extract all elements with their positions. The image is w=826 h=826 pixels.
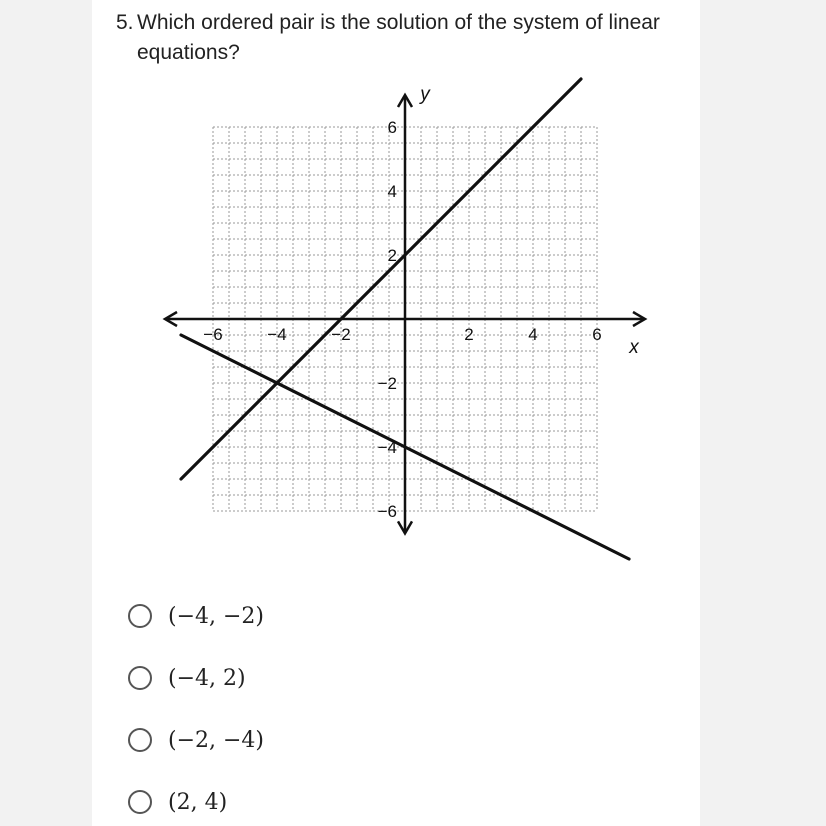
radio-button-icon[interactable] — [128, 790, 152, 814]
axes — [165, 95, 645, 533]
radio-button-icon[interactable] — [128, 604, 152, 628]
y-tick-label: −4 — [377, 438, 397, 457]
graph-line-1 — [181, 79, 581, 479]
question-number: 5. — [116, 11, 134, 34]
question-line-2: equations? — [137, 41, 240, 64]
question-line-1: Which ordered pair is the solution of the system of linear — [137, 11, 660, 34]
choice-option-4[interactable] — [128, 782, 227, 822]
choice-label: (2, 4) — [168, 789, 228, 815]
coordinate-graph — [160, 72, 660, 572]
y-tick-label: −2 — [377, 374, 397, 393]
y-tick-label: 6 — [387, 118, 397, 137]
x-tick-label: −4 — [267, 325, 287, 344]
choice-option-2[interactable] — [128, 658, 246, 698]
choice-label: (−4, −2) — [168, 603, 265, 629]
y-axis-label: y — [420, 84, 430, 105]
y-tick-label: 2 — [387, 246, 397, 265]
x-axis-label: x — [629, 337, 639, 358]
choice-option-3[interactable] — [128, 720, 264, 760]
choice-label: (−4, 2) — [168, 665, 246, 691]
radio-button-icon[interactable] — [128, 728, 152, 752]
y-tick-label: −6 — [377, 502, 397, 521]
choice-label: (−2, −4) — [168, 727, 265, 753]
x-tick-label: 6 — [592, 325, 602, 344]
x-tick-label: −2 — [331, 325, 351, 344]
x-tick-label: −6 — [203, 325, 223, 344]
y-tick-label: 4 — [387, 182, 397, 201]
x-tick-label: 4 — [528, 325, 538, 344]
question-text — [116, 8, 676, 68]
choice-option-1[interactable] — [128, 596, 264, 636]
radio-button-icon[interactable] — [128, 666, 152, 690]
x-tick-label: 2 — [464, 325, 474, 344]
